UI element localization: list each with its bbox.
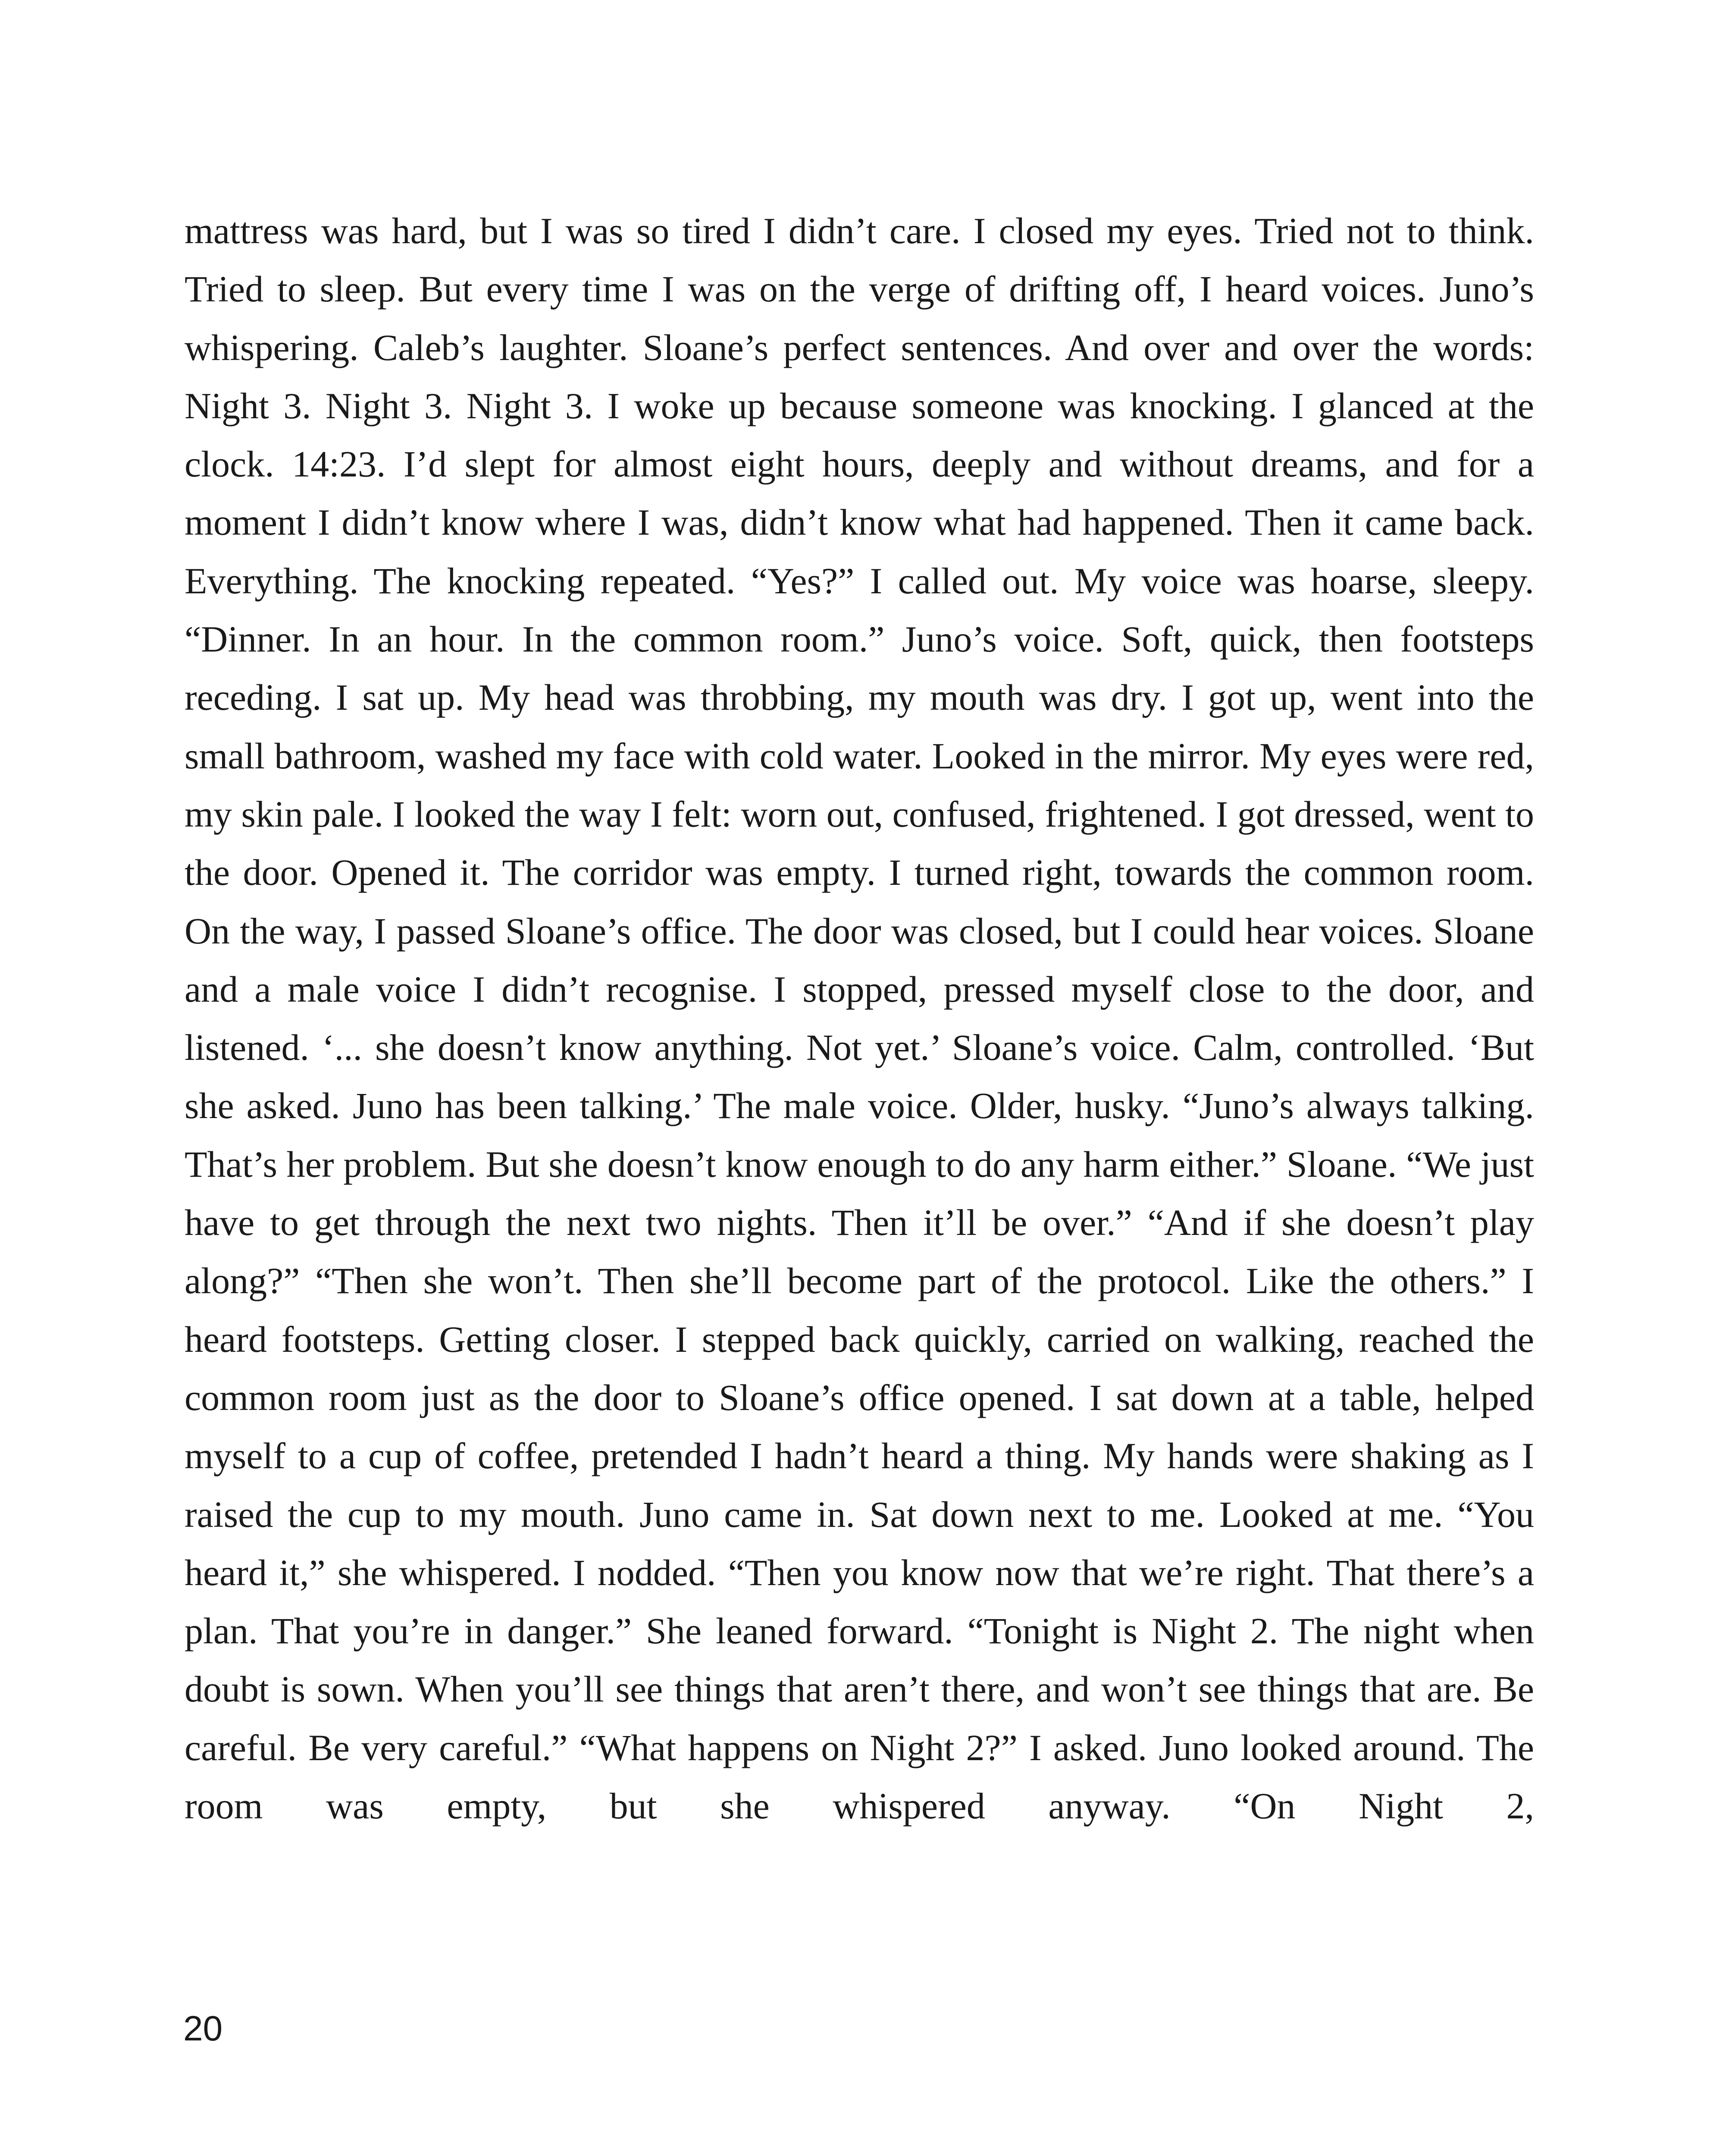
body-text-paragraph: mattress was hard, but I was so tired I didn’t care. I closed my eyes. Tried not to think. Tried to sleep. But every time I was on the verge of drifting off, I heard voices. Juno’s whispering. Caleb’s laughter. Sloane’s perfect sentences. And over and over the words: Night 3. Night 3. Night 3. I woke up because someone was knocking. I glanced at the clock. 14:23. I’d slept for almost eight hours, deeply and without dreams, and for a moment I didn’t know where I was, didn’t know what had happened. Then it came back. Everything. The knocking repeated. “Yes?” I called out. My voice was hoarse, sleepy. “Dinner. In an hour. In the common room.” Juno’s voice. Soft, quick, then footsteps receding. I sat up. My head was throbbing, my mouth was dry. I got up, went into the small bathroom, washed my face with cold water. Looked in the mirror. My eyes were red, my skin pale. I looked the way I felt: worn out, confused, frightened. I got dressed, went to the door. Opened it. The corridor was empty. I turned right, towards the common room. On the way, I passed Sloane’s office. The door was closed, but I could hear voices. Sloane and a male voice I didn’t recognise. I stopped, pressed myself close to the door, and listened. ‘... she doesn’t know anything. Not yet.’ Sloane’s voice. Calm, controlled. ‘But she asked. Juno has been talking.’ The male voice. Older, husky. “Juno’s always talking. That’s her problem. But she doesn’t know enough to do any harm either.” Sloane. “We just have to get through the next two nights. Then it’ll be over.” “And if she doesn’t play along?” “Then she won’t. Then she’ll become part of the protocol. Like the others.” I heard footsteps. Getting closer. I stepped back quickly, carried on walking, reached the common room just as the door to Sloane’s office opened. I sat down at a table, helped myself to a cup of coffee, pretended I hadn’t heard a thing. My hands were shaking as I raised the cup to my mouth. Juno came in. Sat down next to me. Looked at me. “You heard it,” she whispered. I nodded. “Then you know now that we’re right. That there’s a plan. That you’re in danger.” She leaned forward. “Tonight is Night 2. The night when doubt is sown. When you’ll see things that aren’t there, and won’t see things that are. Be careful. Be very careful.” “What happens on Night 2?” I asked. Juno looked around. The room was empty, but she whispered anyway. “On Night 2, xyxy=(185,210,1534,1827)
page-number: 20 xyxy=(183,2009,223,2048)
